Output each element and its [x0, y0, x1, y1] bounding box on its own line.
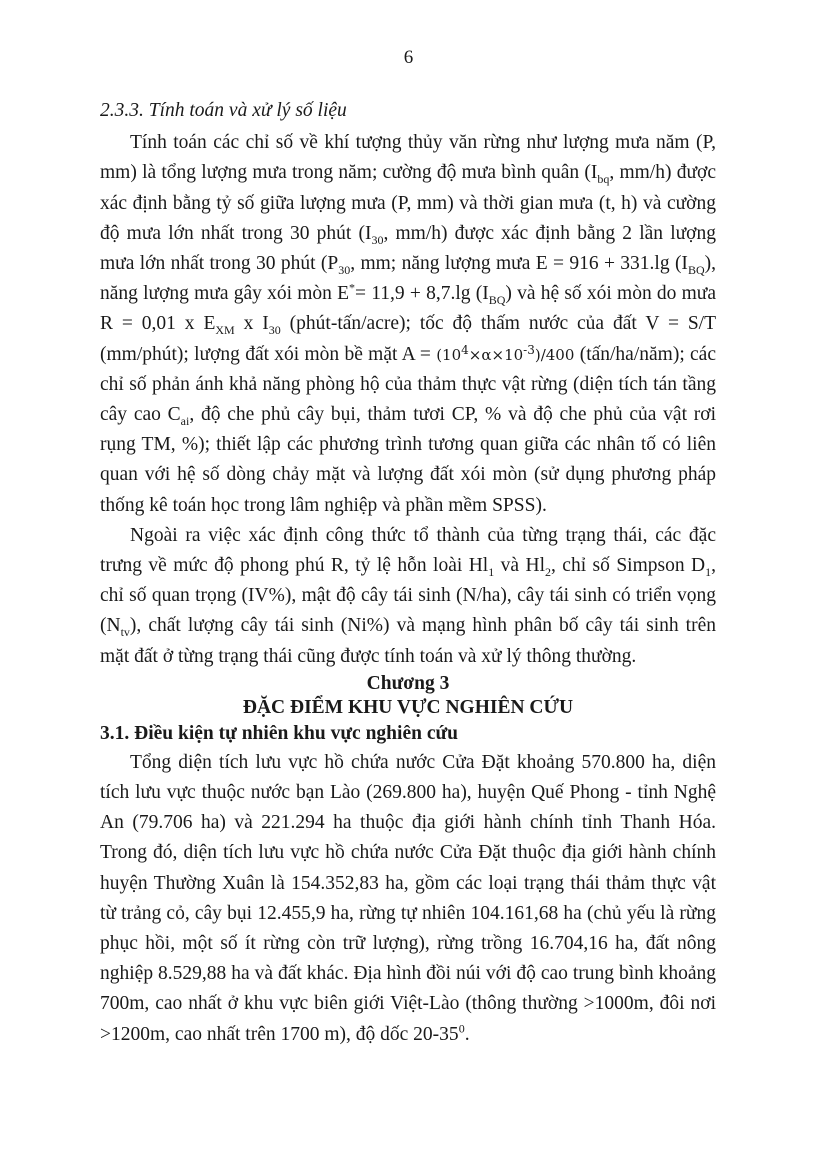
document-body	[100, 96, 716, 1050]
chapter-title: ĐẶC ĐIỂM KHU VỰC NGHIÊN CỨU	[242, 696, 574, 718]
section-heading-2-3-3: 2.3.3. Tính toán và xử lý số liệu	[100, 100, 347, 121]
paragraph-calculation: Tính toán các chỉ số về khí tượng thủy văn rừng như lượng mưa năm (P, mm) là tổng lượng mưa trong năm; cường độ mưa bình quân ($I_{bq}$, mm/h) được xác định bằng tỷ số giữa lượng mưa (P, mm) và thời gian mưa (t, h) và cường độ mưa lớn nhất trong 30 phút ($I_{30}$, mm/h) được xác định bằng 2 lần lượng mưa lớn nhất trong 30 phút ($P_{30}$, mm; năng lượng mưa E = 916 + 331.lg $(I_{BQ})$, năng lượng mưa gây xói mòn E*= 11,9 + 8,7.lg $(I_{BQ})$ và hệ số xói mòn do mưa R = 0,01 x $E_{XM}$ x $I_{30}$ (phút-tấn/acre); tốc độ thấm nước của đất V = S/T (mm/phút); lượng đất xói mòn bề mặt $A = (10^4\times\alpha\times 10^{-3})/400$ (tấn/ha/năm); các chỉ số phản ánh khả năng phòng hộ của thảm thực vật rừng (diện tích tán tầng cây cao $C_{ai}$, độ che phủ cây bụi, thảm tươi CP, % và độ che phủ của vật rơi rụng TM, %); thiết lập các phương trình tương quan giữa các nhân tố có liên quan với hệ số dòng chảy mặt và lượng đất xói mòn (sử dụng phương pháp thống kê toán học trong lâm nghiệp và phần mềm SPSS).	[100, 132, 717, 516]
paragraph-structure-indices: Ngoài ra việc xác định công thức tổ thành của từng trạng thái, các đặc trưng về mức độ phong phú R, tỷ lệ hỗn loài $Hl_1$ và $Hl_2$, chỉ số Simpson $D_1$, chỉ số quan trọng (IV%), mật độ cây tái sinh (N/ha), cây tái sinh có triển vọng $(N_{tv})$, chất lượng cây tái sinh (Ni%) và mạng hình phân bố cây tái sinh trên mặt đất ở từng trạng thái cũng được tính toán và xử lý thông thường.	[100, 524, 716, 667]
page-number: 6	[403, 47, 414, 68]
paragraph-natural-conditions: Tổng diện tích lưu vực hồ chứa nước Cửa Đặt khoảng 570.800 ha, diện tích lưu vực thuộc nước bạn Lào (269.800 ha), huyện Quế Phong - tỉnh Nghệ An (79.706 ha) và 221.294 ha thuộc địa giới hành chính tỉnh Thanh Hóa. Trong đó, diện tích lưu vực hồ chứa nước Cửa Đặt thuộc địa giới hành chính huyện Thường Xuân là 154.352,83 ha, gồm các loại trạng thái thảm thực vật từ trảng cỏ, cây bụi 12.455,9 ha, rừng tự nhiên 104.161,68 ha (chủ yếu là rừng phục hồi, một số ít rừng còn trữ lượng), rừng trồng 16.704,16 ha, đất nông nghiệp 8.529,88 ha và đất khác. Địa hình đồi núi với độ cao trung bình khoảng 700m, cao nhất ở khu vực biên giới Việt-Lào (thông thường >1000m, đôi nơi >1200m, cao nhất trên 1700 m), độ dốc $20-35^0$.	[100, 751, 716, 1045]
chapter-label: Chương 3	[366, 672, 450, 694]
soil-loss-formula: $(10^4\times\alpha\times 10^{-3})/400$	[436, 342, 575, 364]
section-heading-3-1: 3.1. Điều kiện tự nhiên khu vực nghiên cứu	[100, 722, 459, 744]
